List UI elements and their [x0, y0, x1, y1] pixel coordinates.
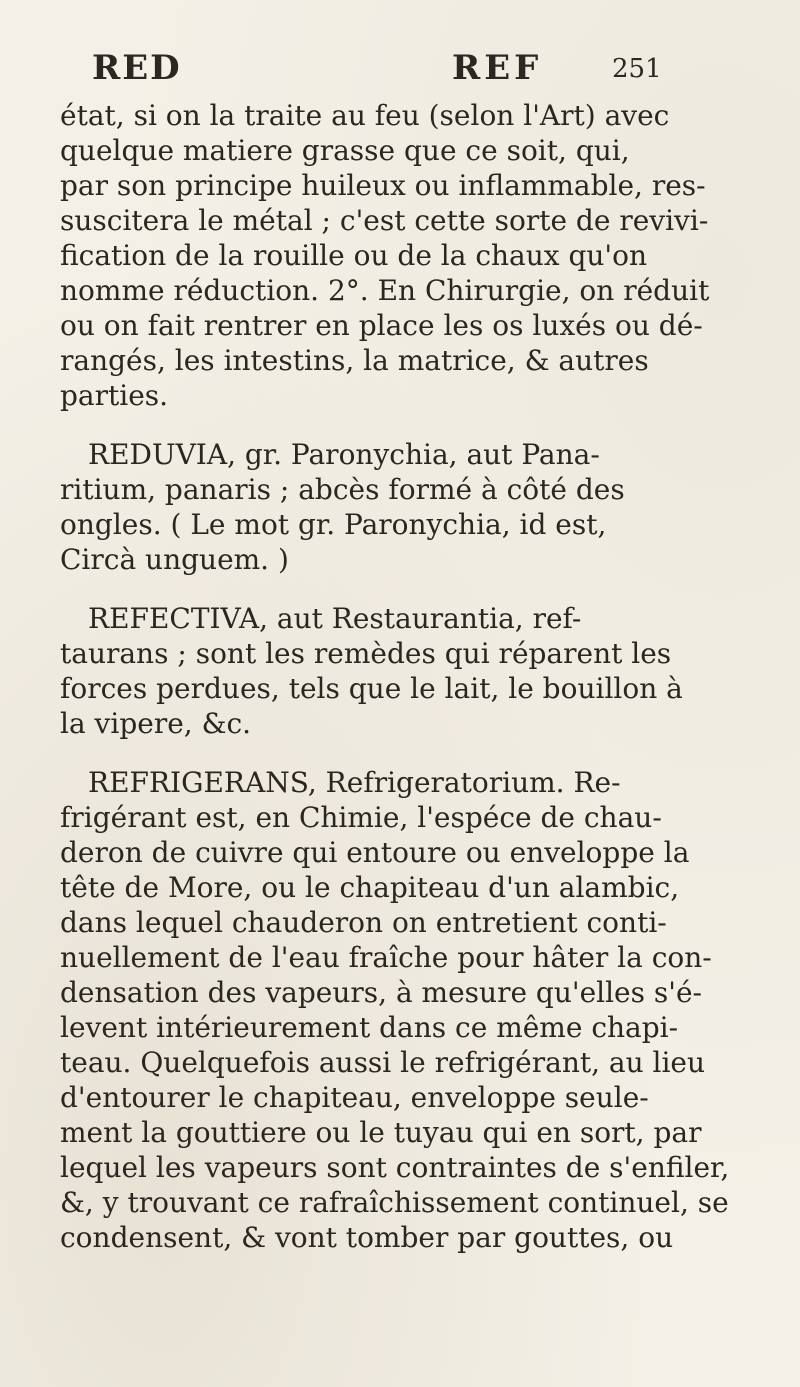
entry-refectiva: [60, 601, 760, 741]
text-line: levent intérieurement dans ce même chapi-: [60, 1011, 679, 1044]
text-line: suscitera le métal ; c'est cette sorte de revivi-: [60, 204, 709, 237]
text-line: la vipere, &c.: [60, 707, 252, 740]
text-line: quelque matiere grasse que ce soit, qui,: [60, 134, 630, 167]
body-text: [60, 98, 760, 1255]
entry-first-line: REDUVIA, gr. Paronychia, aut Pana-: [88, 438, 600, 471]
entry-refrigerans: [60, 765, 760, 1255]
text-line: condensent, & vont tomber par gouttes, ou: [60, 1221, 674, 1254]
paragraph-continuation: [60, 98, 760, 413]
text-line: taurans ; sont les remèdes qui réparent les: [60, 637, 672, 670]
text-line: état, si on la traite au feu (selon l'Art) avec: [60, 99, 670, 132]
text-line: dans lequel chauderon on entretient conti-: [60, 906, 667, 939]
header-left-word: RED: [92, 48, 182, 88]
running-header: [92, 48, 740, 98]
paragraph-spacer: [60, 577, 760, 601]
text-line: lequel les vapeurs sont contraintes de s'enfiler,: [60, 1151, 730, 1184]
paragraph-spacer: [60, 413, 760, 437]
header-right-word: REF: [452, 48, 543, 88]
text-line: teau. Quelquefois aussi le refrigérant, au lieu: [60, 1046, 706, 1079]
text-line: tête de More, ou le chapiteau d'un alambic,: [60, 871, 680, 904]
entry-first-line: REFRIGERANS, Refrigeratorium. Re-: [88, 766, 621, 799]
entry-reduvia: [60, 437, 760, 577]
text-line: &, y trouvant ce rafraîchissement continuel, se: [60, 1186, 729, 1219]
text-line: ment la gouttiere ou le tuyau qui en sort, par: [60, 1116, 702, 1149]
text-line: forces perdues, tels que le lait, le bouillon à: [60, 672, 683, 705]
text-line: deron de cuivre qui entoure ou enveloppe la: [60, 836, 690, 869]
text-line: fication de la rouille ou de la chaux qu'on: [60, 239, 648, 272]
text-line: d'entourer le chapiteau, enveloppe seule-: [60, 1081, 649, 1114]
text-line: par son principe huileux ou inflammable, res-: [60, 169, 706, 202]
text-line: parties.: [60, 379, 169, 412]
text-line: ongles. ( Le mot gr. Paronychia, id est,: [60, 508, 607, 541]
text-line: Circà unguem. ): [60, 543, 289, 576]
text-line: frigérant est, en Chimie, l'espéce de chau-: [60, 801, 662, 834]
page-number: 251: [612, 54, 662, 84]
text-line: ou on fait rentrer en place les os luxés ou dé-: [60, 309, 703, 342]
paragraph-spacer: [60, 741, 760, 765]
text-line: rangés, les intestins, la matrice, & autres: [60, 344, 649, 377]
text-line: ritium, panaris ; abcès formé à côté des: [60, 473, 625, 506]
text-line: nuellement de l'eau fraîche pour hâter la con-: [60, 941, 712, 974]
text-line: nomme réduction. 2°. En Chirurgie, on réduit: [60, 274, 710, 307]
text-line: densation des vapeurs, à mesure qu'elles s'é-: [60, 976, 702, 1009]
entry-first-line: REFECTIVA, aut Restaurantia, ref-: [88, 602, 582, 635]
